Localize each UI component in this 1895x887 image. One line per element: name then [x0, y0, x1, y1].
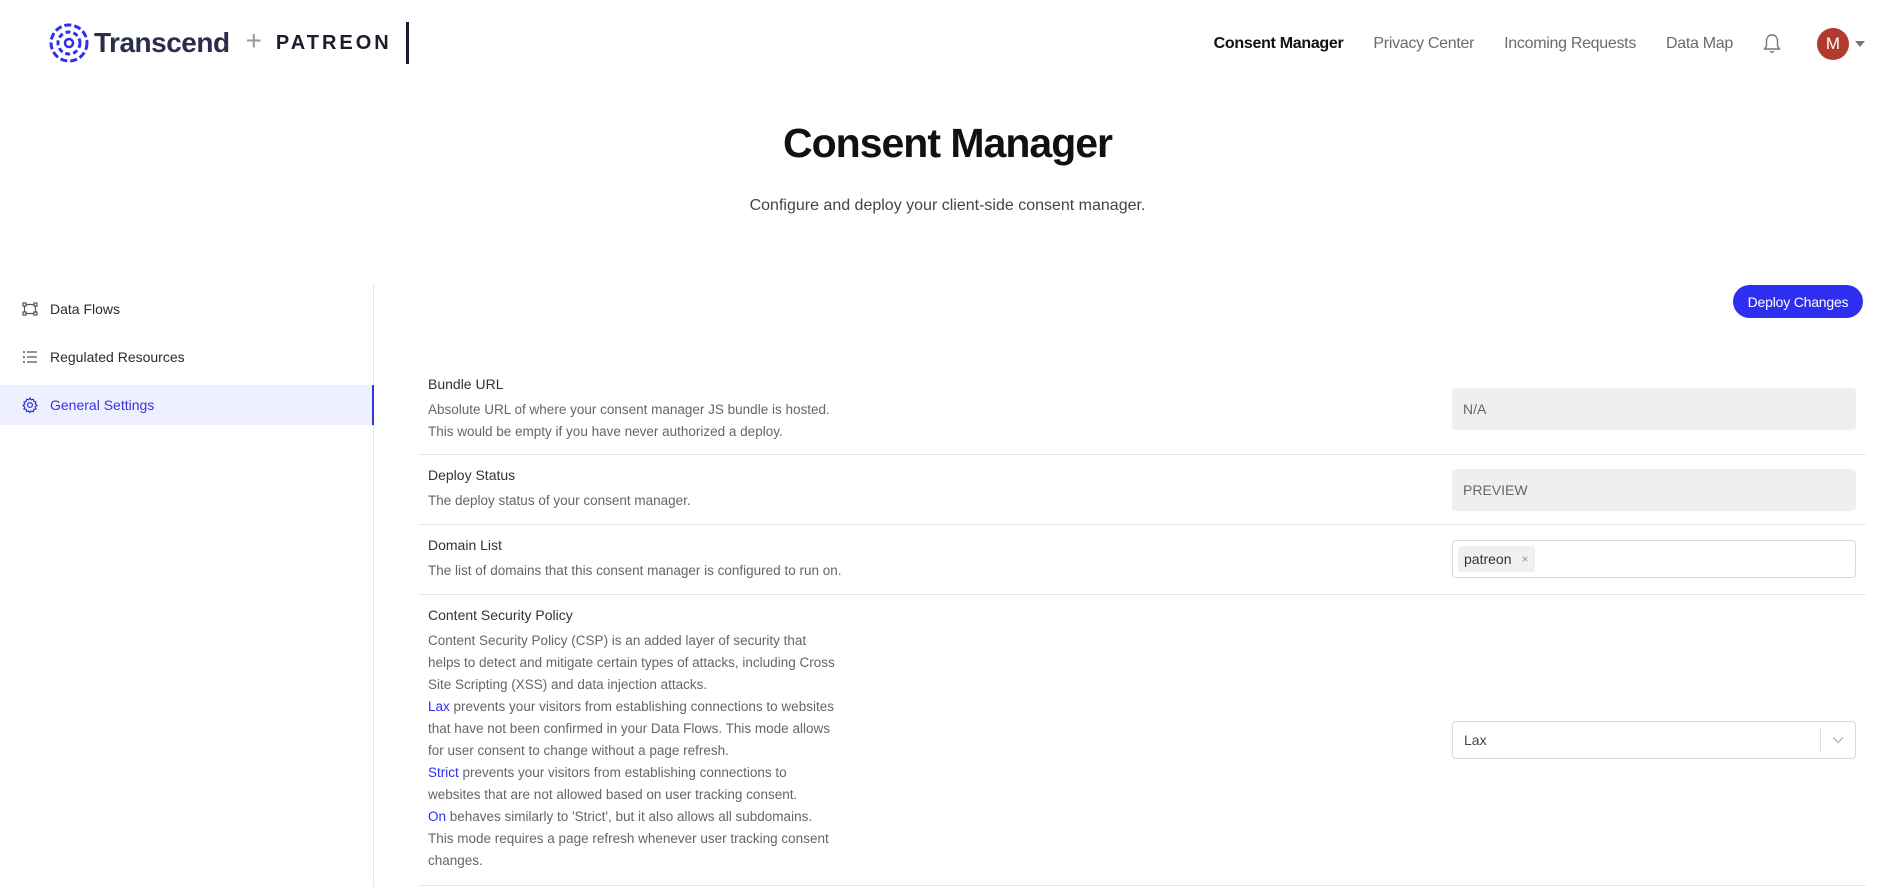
setting-description: The list of domains that this consent manager is configured to run on.	[428, 563, 842, 578]
setting-title: Domain List	[428, 537, 502, 553]
setting-description: The deploy status of your consent manager.	[428, 493, 691, 508]
brand-divider	[406, 22, 409, 64]
csp-intro: Content Security Policy (CSP) is an added layer of security that helps to detect and mitigate certain types of attacks, including Cross Site Scripting (XSS) and data injection attacks.	[428, 633, 835, 692]
avatar: M	[1817, 28, 1849, 60]
nav-privacy-center[interactable]: Privacy Center	[1373, 35, 1475, 52]
nav-consent-manager[interactable]: Consent Manager	[1213, 35, 1344, 52]
csp-on-text: behaves similarly to 'Strict', but it also allows all subdomains. This mode requires a page refresh whenever user tracking consent changes.	[428, 809, 829, 868]
close-icon[interactable]: ×	[1521, 552, 1529, 566]
csp-strict-paragraph	[428, 762, 838, 806]
setting-row-bundle-url	[418, 366, 1866, 455]
nav-data-map[interactable]: Data Map	[1666, 35, 1733, 52]
setting-row-deploy-status	[418, 455, 1866, 525]
page-subtitle: Configure and deploy your client-side consent manager.	[749, 197, 1146, 214]
setting-title: Bundle URL	[428, 376, 504, 392]
csp-strict-text: prevents your visitors from establishing connections to websites that are not allowed based on user tracking consent.	[428, 765, 798, 802]
sidebar-item-label: Regulated Resources	[50, 349, 185, 365]
bundle-url-field: N/A	[1452, 388, 1856, 430]
setting-description-line: Absolute URL of where your consent manager JS bundle is hosted.	[428, 402, 830, 417]
csp-lax-paragraph	[428, 696, 838, 762]
brand-plus: +	[245, 25, 262, 56]
gear-icon	[22, 396, 40, 414]
csp-on-word: On	[428, 809, 447, 824]
sidebar-item-regulated-resources[interactable]	[0, 337, 372, 377]
sidebar-item-label: General Settings	[50, 397, 155, 413]
deploy-status-field: PREVIEW	[1452, 469, 1856, 511]
brand-name: Transcend	[94, 27, 230, 58]
domain-list-input[interactable]	[1452, 540, 1856, 578]
data-flows-icon	[22, 300, 40, 318]
brand[interactable]	[48, 22, 409, 64]
sidebar-item-label: Data Flows	[50, 301, 121, 317]
domain-tag	[1458, 546, 1535, 572]
partner-name: PATREON	[275, 31, 392, 54]
setting-row-csp	[418, 595, 1866, 886]
csp-lax-text: prevents your visitors from establishing connections to websites that have not been confirmed in your Data Flows. This mode allows for user consent to change without a page refresh.	[428, 699, 834, 758]
top-header	[0, 0, 1895, 90]
top-nav	[1184, 28, 1865, 60]
csp-select[interactable]	[1452, 721, 1856, 759]
csp-on-paragraph	[428, 806, 838, 872]
sidebar	[0, 285, 374, 887]
page-title: Consent Manager	[783, 120, 1112, 166]
csp-strict-word: Strict	[428, 765, 459, 780]
chevron-down-icon	[1855, 41, 1865, 47]
chevron-down-icon[interactable]	[1821, 722, 1855, 758]
setting-description-line: This would be empty if you have never authorized a deploy.	[428, 424, 783, 439]
sidebar-item-general-settings[interactable]	[0, 385, 374, 425]
transcend-logo-icon	[48, 22, 90, 64]
sidebar-item-data-flows[interactable]	[0, 289, 372, 329]
user-menu[interactable]	[1817, 28, 1865, 60]
nav-incoming-requests[interactable]: Incoming Requests	[1504, 35, 1637, 52]
csp-lax-word: Lax	[428, 699, 450, 714]
setting-title: Content Security Policy	[428, 607, 573, 623]
setting-row-domain-list	[418, 525, 1866, 595]
domain-tag-label: patreon	[1464, 551, 1512, 567]
bell-icon[interactable]	[1763, 33, 1785, 55]
deploy-changes-button[interactable]: Deploy Changes	[1733, 285, 1863, 318]
setting-title: Deploy Status	[428, 467, 516, 483]
list-icon	[22, 348, 40, 366]
csp-selected-value: Lax	[1464, 732, 1487, 748]
setting-description	[428, 399, 838, 443]
setting-description	[428, 630, 838, 872]
select-controls	[1820, 722, 1855, 758]
